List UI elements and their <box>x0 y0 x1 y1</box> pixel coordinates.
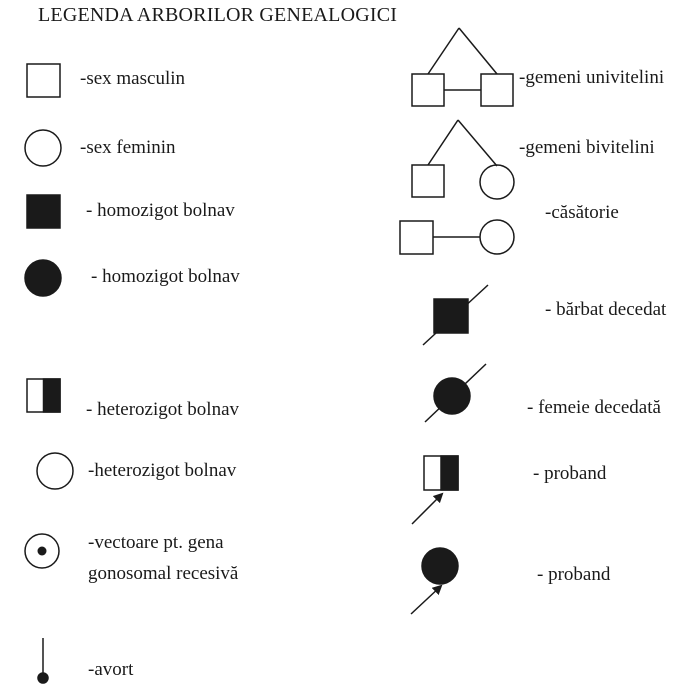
deceased-female-icon <box>425 364 486 422</box>
label-vectoare-line2: gonosomal recesivă <box>88 563 239 584</box>
proband-female-icon <box>411 548 458 614</box>
label-avort: -avort <box>88 659 134 680</box>
marriage-icon <box>400 220 514 254</box>
label-barbat-decedat: - bărbat decedat <box>545 299 667 320</box>
proband-male-icon <box>412 456 458 524</box>
label-gemeni-bivitelini: -gemeni bivitelini <box>519 137 655 158</box>
circle-dot-icon <box>25 534 59 568</box>
label-sex-feminin: -sex feminin <box>80 137 176 158</box>
label-casatorie: -căsătorie <box>545 202 619 223</box>
square-filled-icon <box>27 195 60 228</box>
label-femeie-decedata: - femeie decedată <box>527 397 661 418</box>
circle-filled-icon <box>25 260 61 296</box>
label-heterozigot-bolnav-male: - heterozigot bolnav <box>86 399 240 420</box>
fraternal-twins-icon <box>412 120 514 199</box>
legend-title: LEGENDA ARBORILOR GENEALOGICI <box>38 4 398 26</box>
label-gemeni-univitelini: -gemeni univitelini <box>519 67 665 88</box>
circle-empty-icon <box>37 453 73 489</box>
square-empty-icon <box>27 64 60 97</box>
label-sex-masculin: -sex masculin <box>80 68 186 89</box>
label-vectoare-line1: -vectoare pt. gena <box>88 532 224 553</box>
circle-empty-icon <box>25 130 61 166</box>
label-proband-female: - proband <box>537 564 611 585</box>
deceased-male-icon <box>423 285 488 345</box>
abortion-icon <box>38 638 48 683</box>
label-proband-male: - proband <box>533 463 607 484</box>
label-homozigot-bolnav-male: - homozigot bolnav <box>86 200 235 221</box>
label-homozigot-bolnav-female: - homozigot bolnav <box>91 266 240 287</box>
identical-twins-icon <box>412 28 513 106</box>
label-heterozigot-bolnav-female: -heterozigot bolnav <box>88 460 237 481</box>
square-half-icon <box>27 379 60 412</box>
